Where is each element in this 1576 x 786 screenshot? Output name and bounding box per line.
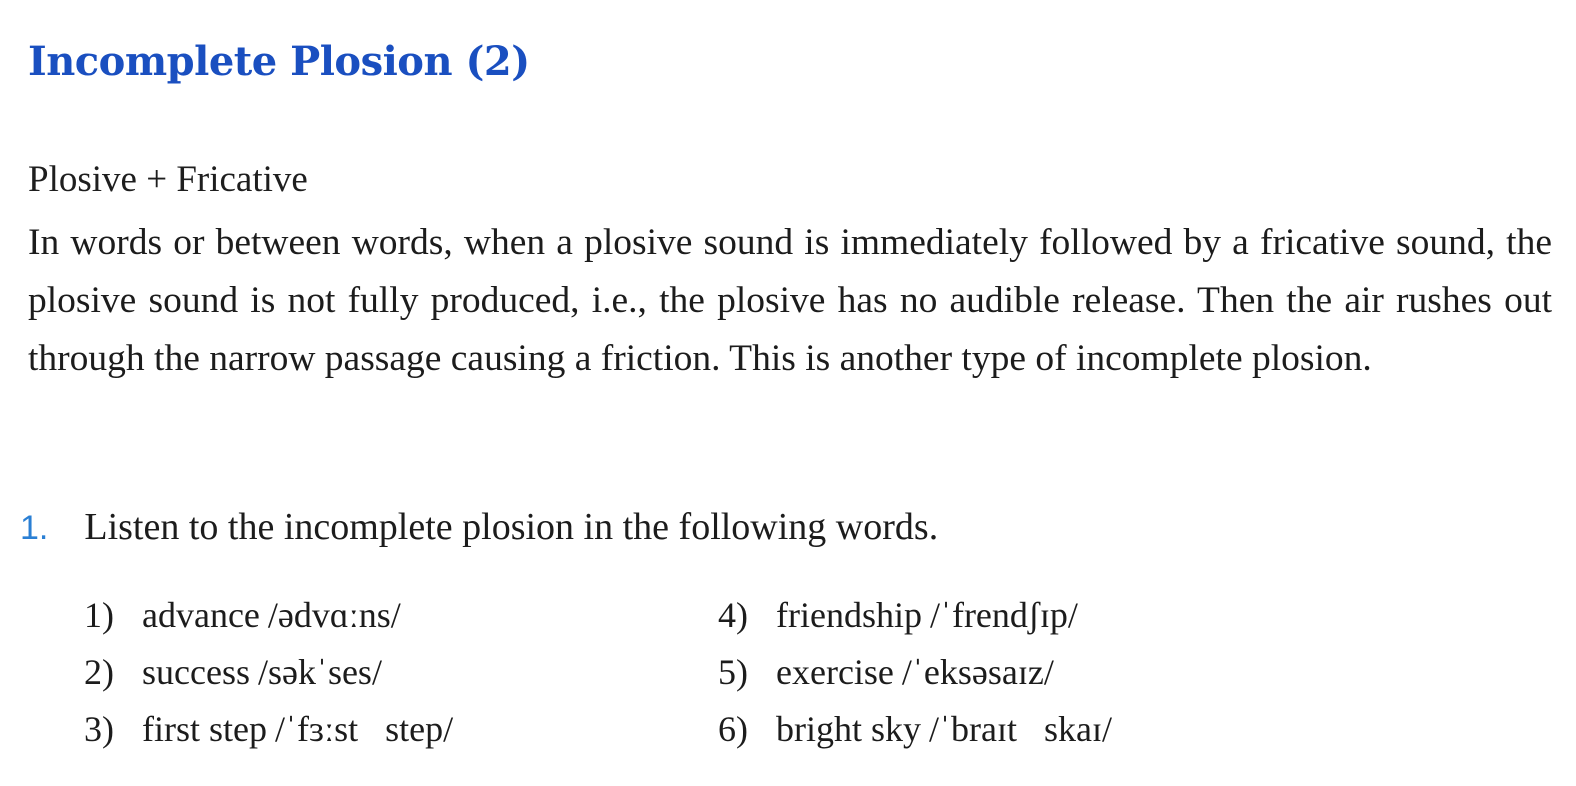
intro-paragraph: In words or between words, when a plosive sound is immediately followed by a fricative sound, the plosive sound is not fully produced, i.e., the plosive has no audible release. Then the air rushes out through the narrow passage causing a friction. This is another type of incomplete plosion. <box>28 222 1552 379</box>
exercise-heading <box>20 505 938 549</box>
item-transcription: /ˈfrendʃɪp/ <box>929 595 1078 635</box>
list-item <box>84 651 382 693</box>
item-number: 6) <box>718 709 748 749</box>
item-word: exercise <box>776 652 894 692</box>
item-word: bright sky <box>776 709 922 749</box>
item-number: 4) <box>718 595 748 635</box>
item-word: first step <box>142 709 267 749</box>
list-item <box>718 594 1078 636</box>
list-item <box>84 594 401 636</box>
item-number: 5) <box>718 652 748 692</box>
item-word: advance <box>142 595 260 635</box>
item-number: 1) <box>84 595 114 635</box>
item-transcription: /ˈeksəsaɪz/ <box>901 652 1054 692</box>
list-item <box>84 708 453 750</box>
item-number: 3) <box>84 709 114 749</box>
exercise-number: 1. <box>20 509 49 547</box>
page-title: Incomplete Plosion (2) <box>28 38 530 85</box>
list-item <box>718 708 1112 750</box>
list-item <box>718 651 1054 693</box>
item-transcription: /səkˈses/ <box>257 652 382 692</box>
item-word: success <box>142 652 250 692</box>
item-number: 2) <box>84 652 114 692</box>
exercise-instruction: Listen to the incomplete plosion in the following words. <box>84 506 939 548</box>
item-word: friendship <box>776 595 922 635</box>
section-subtitle: Plosive + Fricative <box>28 159 308 200</box>
item-transcription: /ədvɑːns/ <box>267 595 401 635</box>
item-transcription: /ˈfɜːst step/ <box>274 709 454 749</box>
item-transcription: /ˈbraɪt skaɪ/ <box>929 709 1112 749</box>
